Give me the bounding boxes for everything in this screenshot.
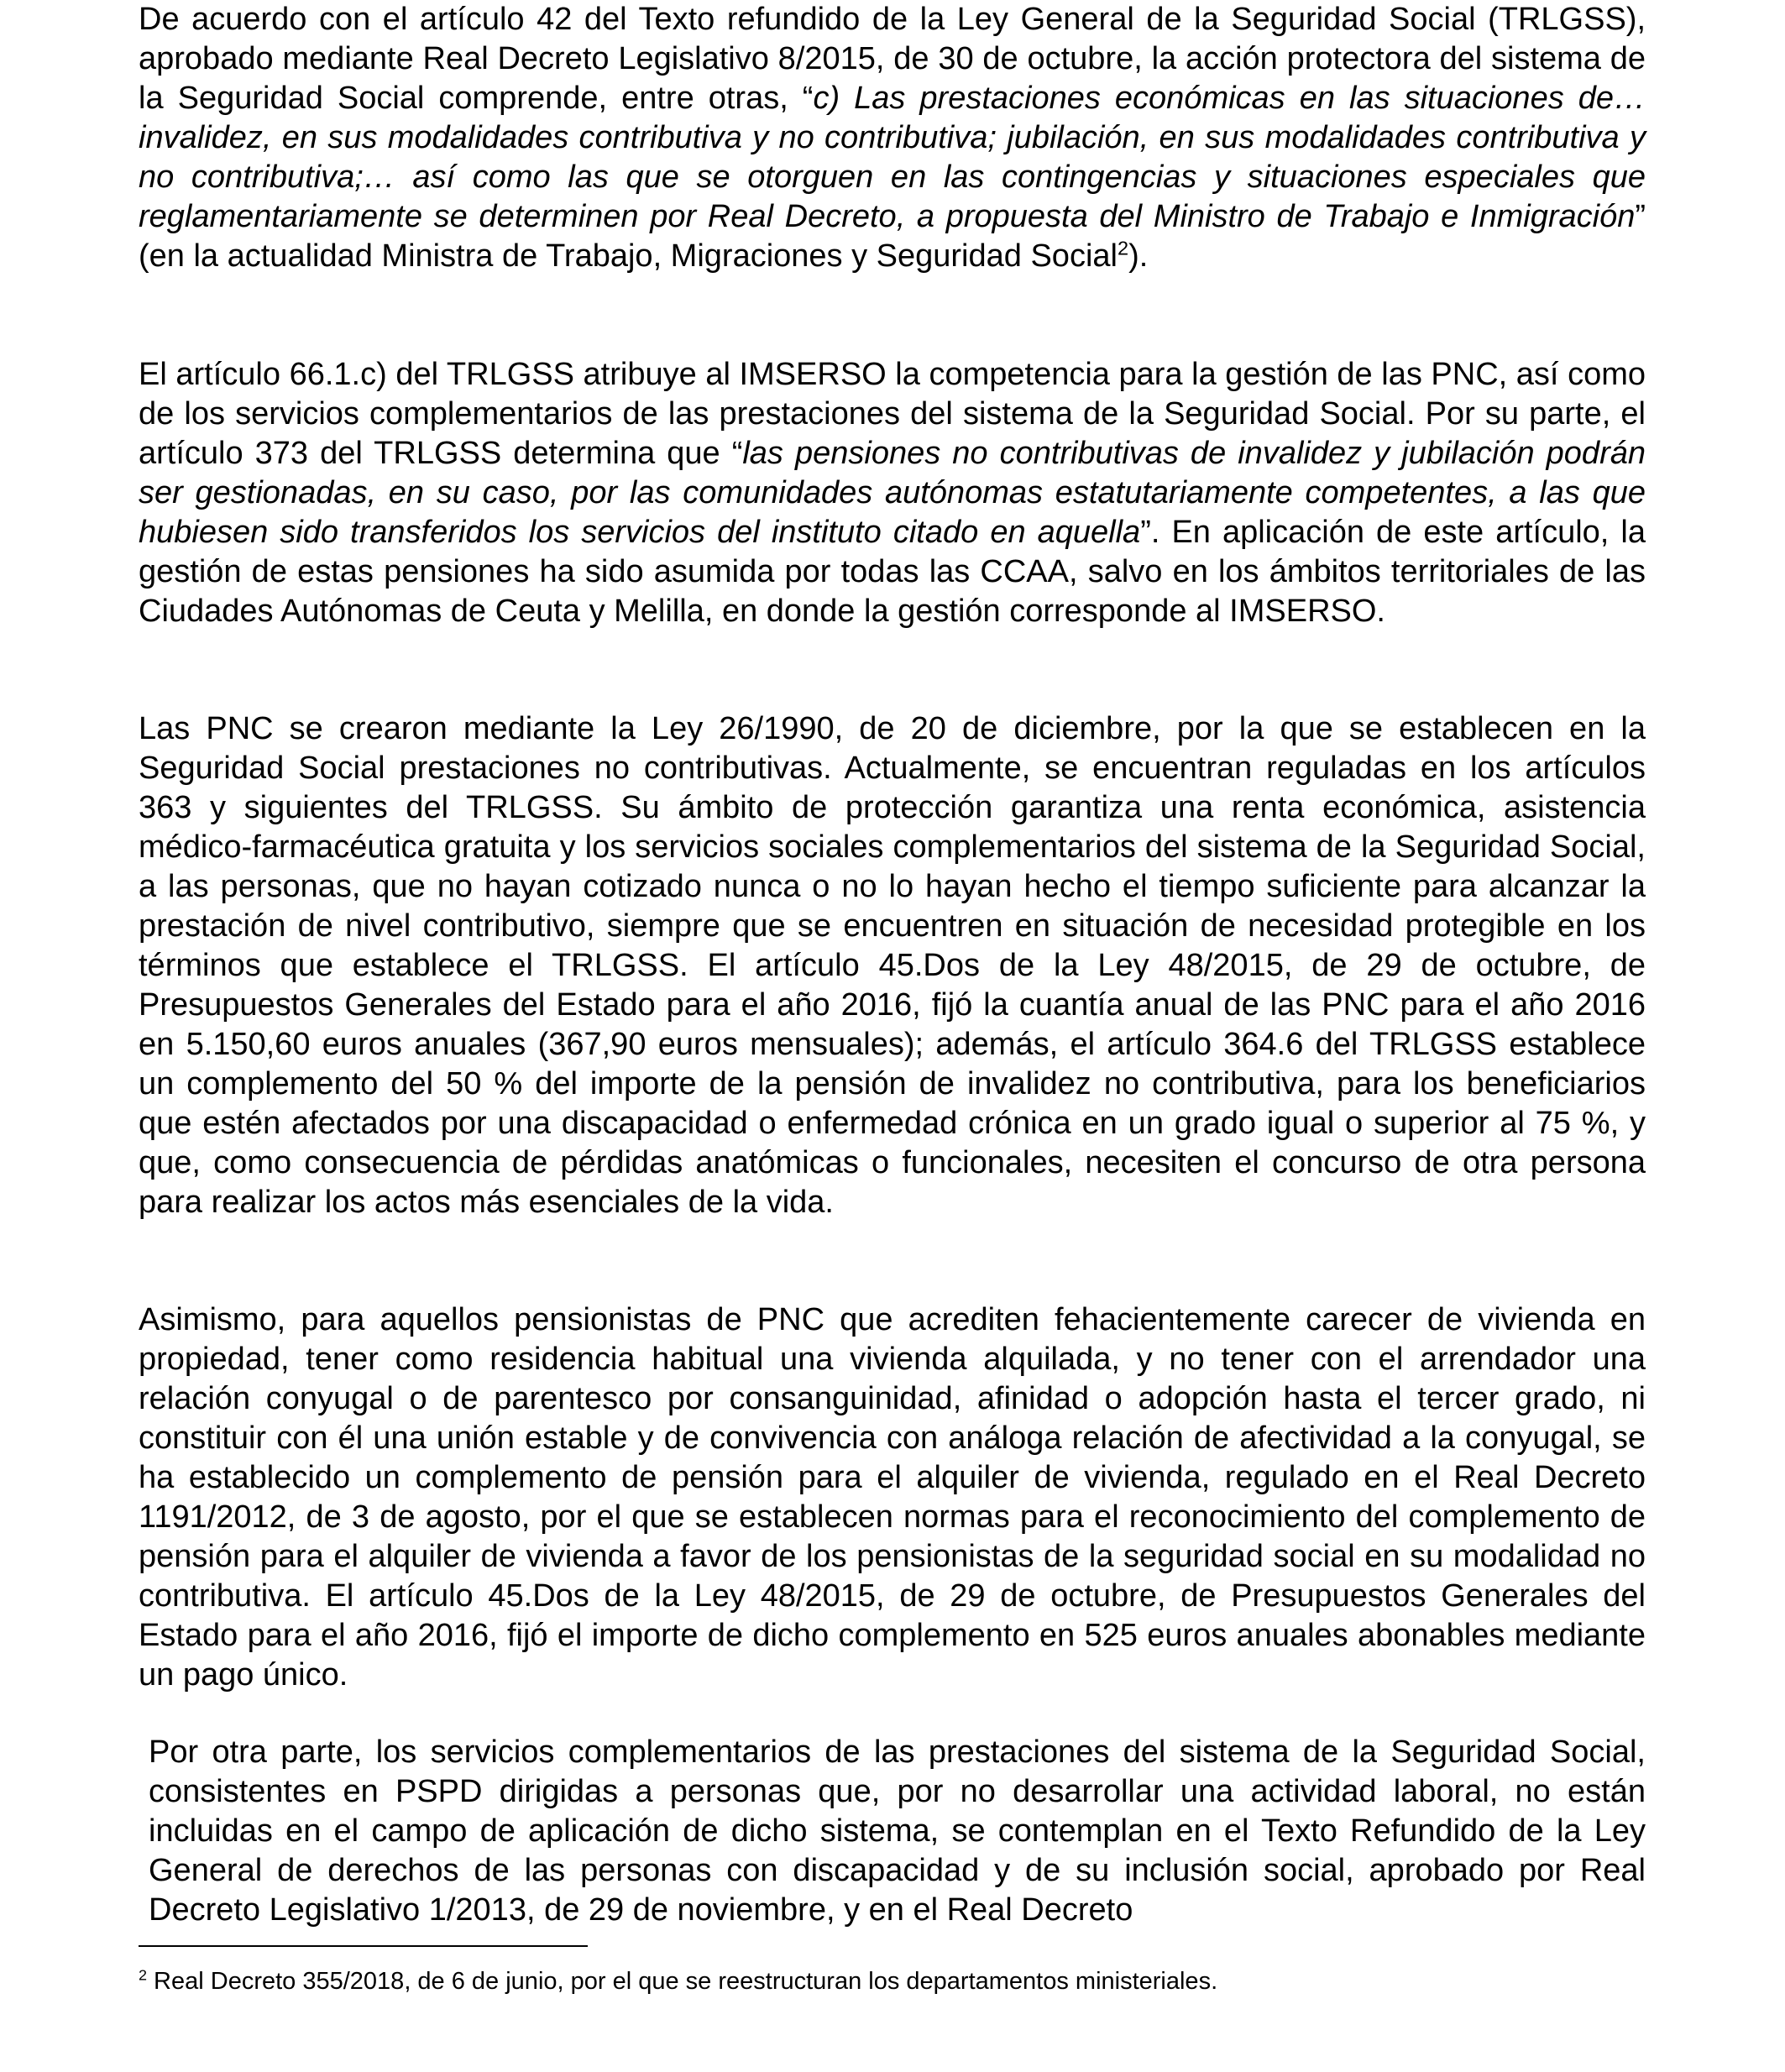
- paragraph-text: ”. En aplicación de este artículo, la gestión de estas pensiones ha sido asumida por todas las CCAA, salvo en los ámbitos territoriales de las Ciudades Autónomas de Ceuta y Melilla, en donde la gestión corresponde al IMSERSO.: [139, 515, 1646, 629]
- paragraph-article-66: [139, 355, 1646, 631]
- paragraph-text: El artículo 66.1.c) del TRLGSS atribuye al IMSERSO la competencia para la gestión de las PNC, así como de los servicios complementarios de las prestaciones del sistema de la Seguridad Social. Por su parte, el artículo 373 del TRLGSS determina que “: [139, 357, 1646, 471]
- footnote-text: Real Decreto 355/2018, de 6 de junio, por el que se reestructuran los departamentos ministeriales.: [147, 1968, 1218, 1995]
- legal-quote: c) Las prestaciones económicas en las situaciones de… invalidez, en sus modalidades contributiva y no contributiva; jubilación, en sus modalidades contributiva y no contributiva;… así como las que se otorguen en las contingencias y situaciones especiales que reglamentariamente se determinen por Real Decreto, a propuesta del Ministro de Trabajo e Inmigración: [139, 81, 1646, 234]
- paragraph-text: ” (en la actualidad Ministra de Trabajo, Migraciones y Seguridad Social: [139, 199, 1646, 274]
- paragraph-article-42: [139, 0, 1646, 276]
- paragraph-pnc-origin: Las PNC se crearon mediante la Ley 26/1990, de 20 de diciembre, por la que se establecen en la Seguridad Social prestaciones no contributivas. Actualmente, se encuentran reguladas en los artículos 363 y siguientes del TRLGSS. Su ámbito de protección garantiza una renta económica, asistencia médico-farmacéutica gratuita y los servicios sociales complementarios del sistema de la Seguridad Social, a las personas, que no hayan cotizado nunca o no lo hayan hecho el tiempo suficiente para alcanzar la prestación de nivel contributivo, siempre que se encuentren en situación de necesidad protegible en los términos que establece el TRLGSS. El artículo 45.Dos de la Ley 48/2015, de 29 de octubre, de Presupuestos Generales del Estado para el año 2016, fijó la cuantía anual de las PNC para el año 2016 en 5.150,60 euros anuales (367,90 euros mensuales); además, el artículo 364.6 del TRLGSS establece un complemento del 50 % del importe de la pensión de invalidez no contributiva, para los beneficiarios que estén afectados por una discapacidad o enfermedad crónica en un grado igual o superior al 75 %, y que, como consecuencia de pérdidas anatómicas o funcionales, necesiten el concurso de otra persona para realizar los actos más esenciales de la vida.: [139, 711, 1646, 1220]
- footnote-reference: 2: [1117, 237, 1129, 259]
- paragraph-text: ).: [1128, 238, 1149, 274]
- paragraph-text: De acuerdo con el artículo 42 del Texto refundido de la Ley General de la Seguridad Social (TRLGSS), aprobado mediante Real Decreto Legislativo 8/2015, de 30 de octubre, la acción protectora del sistema de la Seguridad Social comprende, entre otras, “: [139, 2, 1646, 116]
- legal-quote: las pensiones no contributivas de invalidez y jubilación podrán ser gestionadas, en su caso, por las comunidades autónomas estatutariamente competentes, a las que hubiesen sido transferidos los servicios del instituto citado en aquella: [139, 436, 1646, 550]
- paragraph-rent-complement: Asimismo, para aquellos pensionistas de PNC que acrediten fehacientemente carecer de vivienda en propiedad, tener como residencia habitual una vivienda alquilada, y no tener con el arrendador una relación conyugal o de parentesco por consanguinidad, afinidad o adopción hasta el tercer grado, ni constituir con él una unión estable y de convivencia con análoga relación de afectividad a la conyugal, se ha establecido un complemento de pensión para el alquiler de vivienda, regulado en el Real Decreto 1191/2012, de 3 de agosto, por el que se establecen normas para el reconocimiento del complemento de pensión para el alquiler de vivienda a favor de los pensionistas de la seguridad social en su modalidad no contributiva. El artículo 45.Dos de la Ley 48/2015, de 29 de octubre, de Presupuestos Generales del Estado para el año 2016, fijó el importe de dicho complemento en 525 euros anuales abonables mediante un pago único.: [139, 1302, 1646, 1693]
- footnote: [139, 1965, 1646, 1997]
- footnote-number: 2: [139, 1966, 147, 1984]
- paragraph-complementary-services: Por otra parte, los servicios complementarios de las prestaciones del sistema de la Seguridad Social, consistentes en PSPD dirigidas a personas que, por no desarrollar una actividad laboral, no están incluidas en el campo de aplicación de dicho sistema, se contemplan en el Texto Refundido de la Ley General de derechos de las personas con discapacidad y de su inclusión social, aprobado por Real Decreto Legislativo 1/2013, de 29 de noviembre, y en el Real Decreto: [149, 1735, 1646, 1928]
- footnote-separator: [139, 1945, 588, 1947]
